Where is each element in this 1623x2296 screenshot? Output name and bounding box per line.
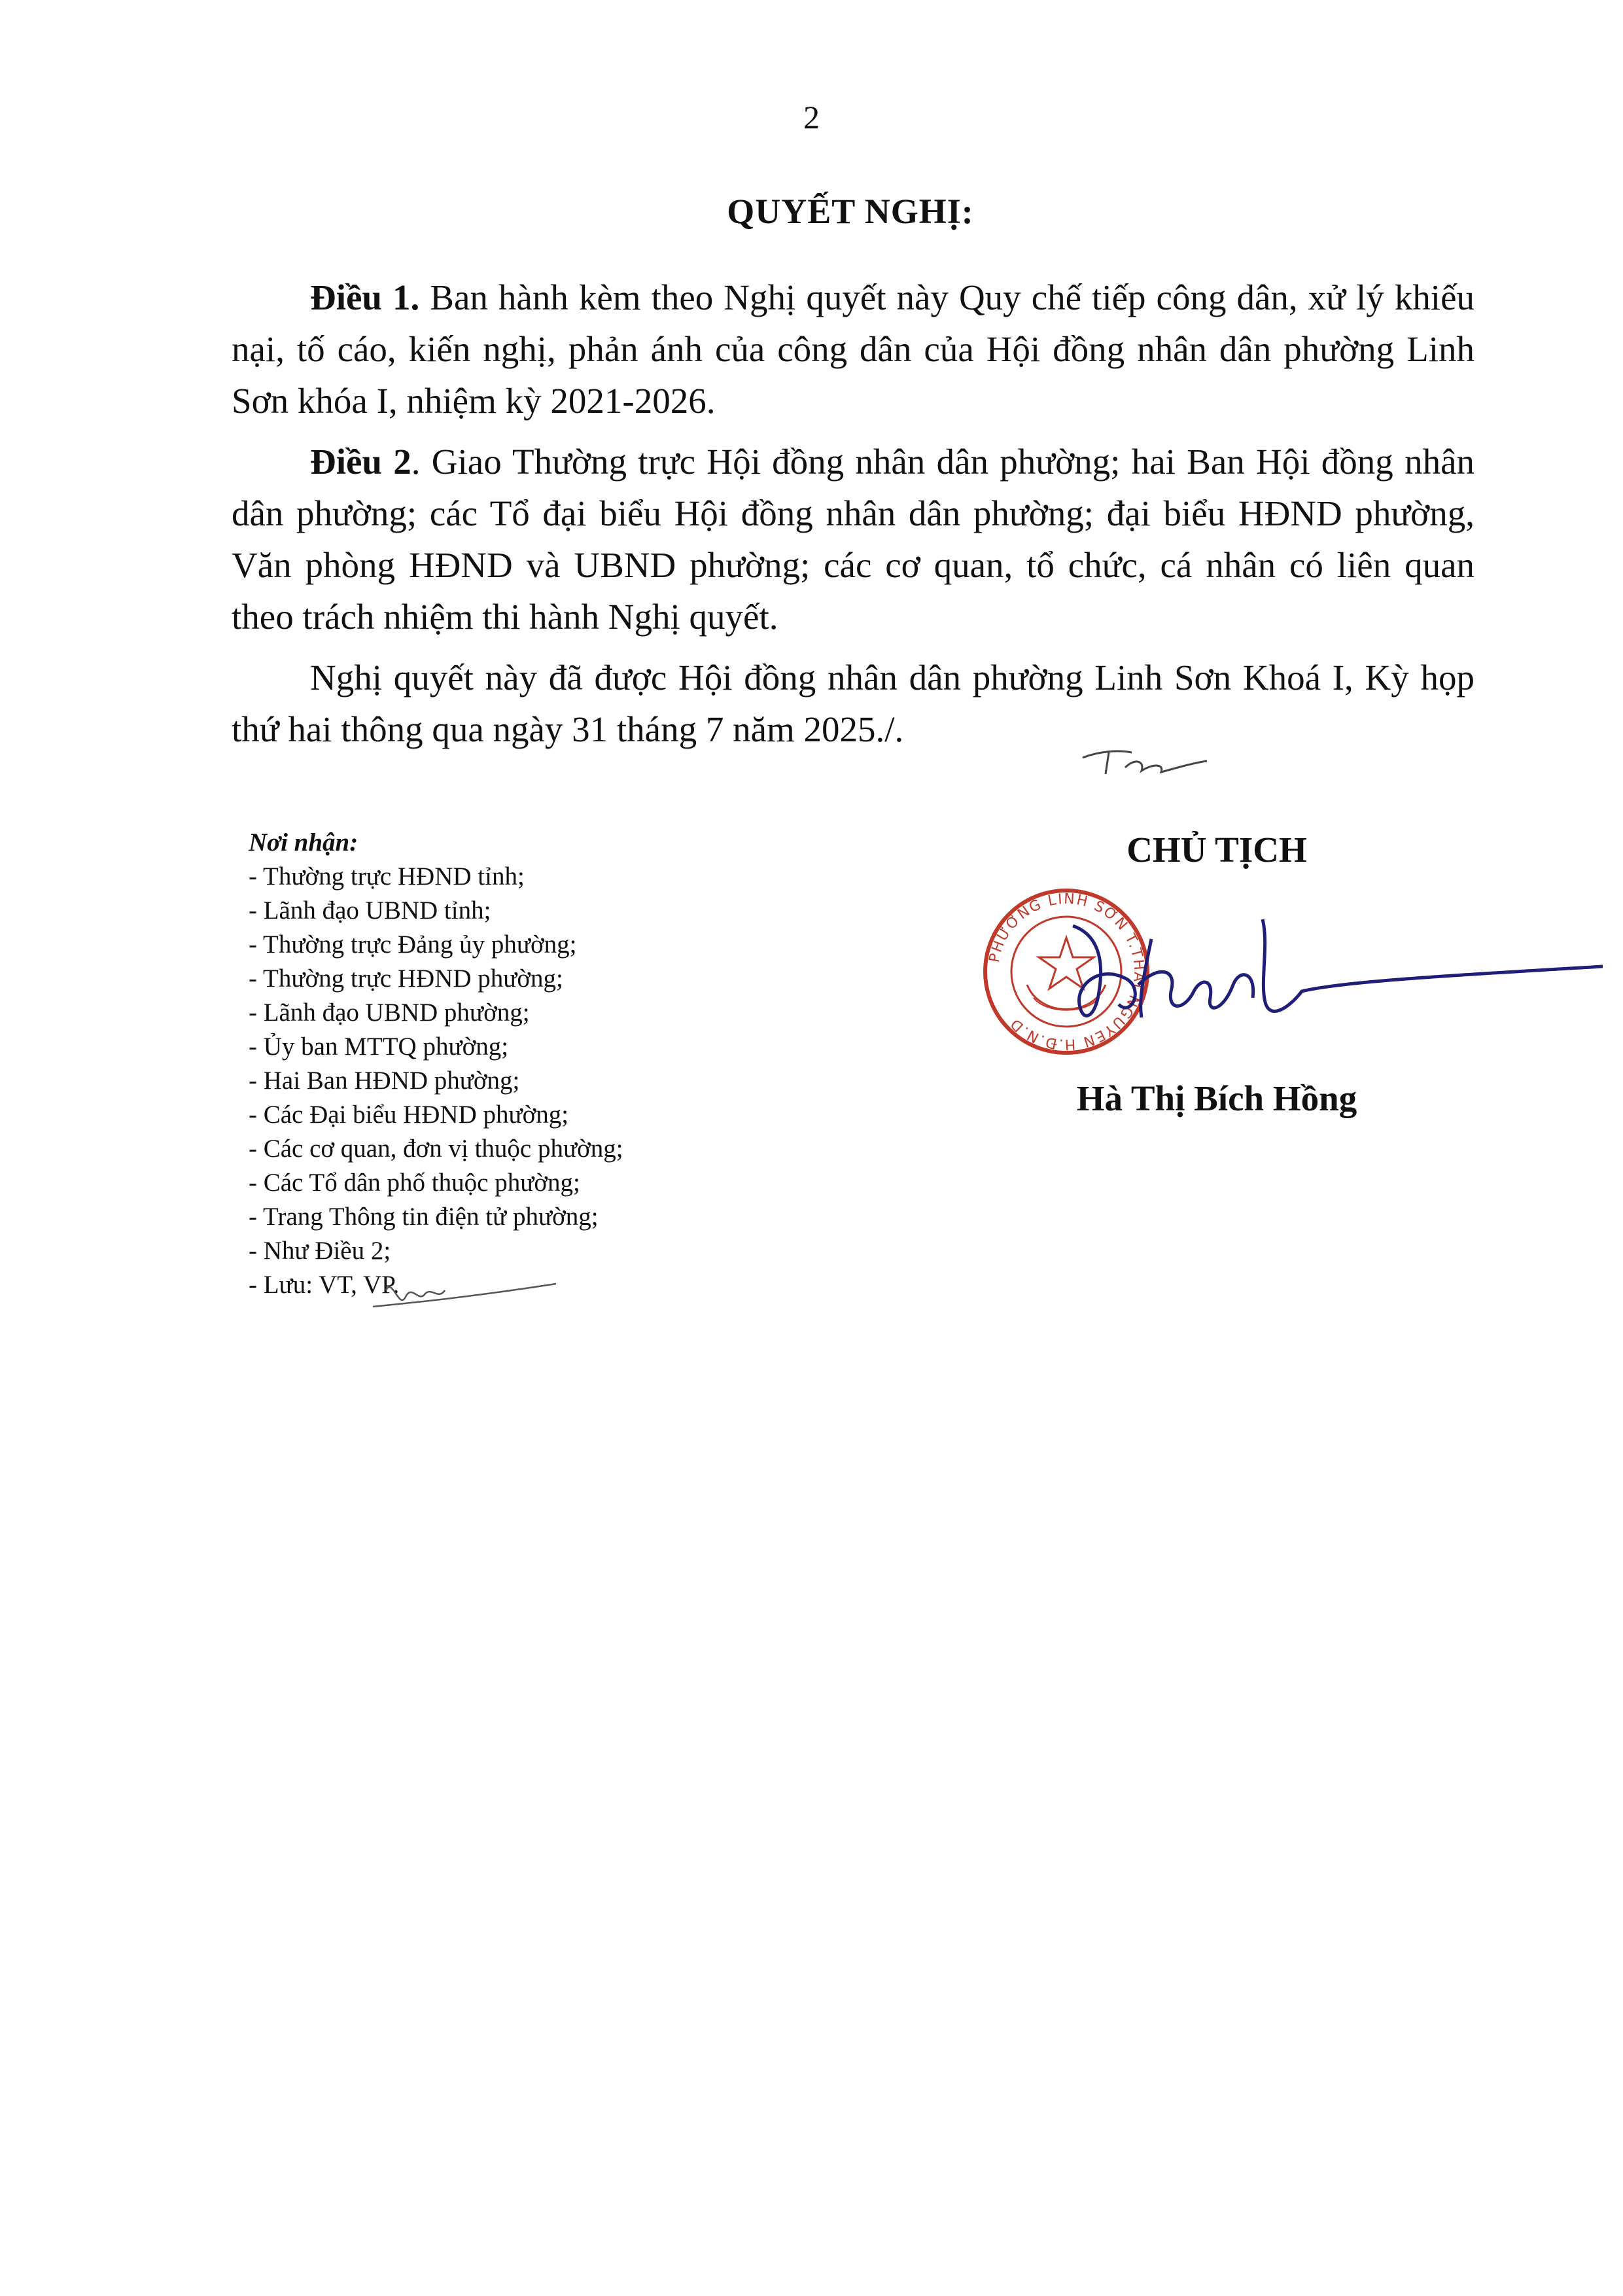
list-item: - Lãnh đạo UBND phường; xyxy=(249,998,530,1027)
list-item: - Các cơ quan, đơn vị thuộc phường; xyxy=(249,1135,623,1163)
article-1-text: Ban hành kèm theo Nghị quyết này Quy chế tiếp công dân, xử lý khiếu nại, tố cáo, kiến nghị, phản ánh của công dân của Hội đồng nhân dân phường Linh Sơn khóa I, nhiệm kỳ 2021-2026. xyxy=(232,277,1475,421)
list-item: - Lãnh đạo UBND tỉnh; xyxy=(249,896,491,925)
list-item: - Trang Thông tin điện tử phường; xyxy=(249,1203,599,1231)
recipients-list xyxy=(249,826,837,1302)
chairman-title: CHỦ TỊCH xyxy=(1126,830,1307,870)
recipients-title: Nơi nhận: xyxy=(249,828,358,857)
svg-text:PHƯỜNG LINH SƠN T.THÁI NGUYÊN: PHƯỜNG LINH SƠN T.THÁI NGUYÊN H.Đ.N.D xyxy=(986,891,1147,1053)
list-item: - Các Tổ dân phố thuộc phường; xyxy=(249,1169,580,1197)
approval-initial xyxy=(1079,738,1210,784)
article-2-text: . Giao Thường trực Hội đồng nhân dân phường; hai Ban Hội đồng nhân dân phường; các Tổ đại biểu Hội đồng nhân dân phường; đại biểu HĐND phường, Văn phòng HĐND và UBND phường; các cơ quan, tổ chức, cá nhân có liên quan theo trách nhiệm thi hành Nghị quyết. xyxy=(232,442,1475,637)
list-item: - Ủy ban MTTQ phường; xyxy=(249,1033,509,1061)
page-number: 2 xyxy=(803,99,820,135)
handwritten-signature-icon xyxy=(1066,906,1609,1050)
list-item: - Các Đại biểu HĐND phường; xyxy=(249,1101,569,1129)
list-item: - Hai Ban HĐND phường; xyxy=(249,1067,520,1095)
list-item: - Thường trực HĐND tỉnh; xyxy=(249,862,525,891)
article-2 xyxy=(232,436,1475,643)
article-2-label: Điều 2 xyxy=(310,442,411,482)
list-item: - Thường trực Đảng ủy phường; xyxy=(249,930,577,959)
resolution-body xyxy=(232,272,1475,764)
article-1 xyxy=(232,272,1475,427)
list-item: - Thường trực HĐND phường; xyxy=(249,964,563,993)
article-1-label: Điều 1. xyxy=(310,277,420,317)
list-item: - Như Điều 2; xyxy=(249,1237,391,1265)
signer-name: Hà Thị Bích Hồng xyxy=(1076,1078,1357,1118)
filing-initial xyxy=(366,1271,563,1323)
resolution-heading: QUYẾT NGHỊ: xyxy=(727,192,974,231)
closing-statement: Nghị quyết này đã được Hội đồng nhân dân phường Linh Sơn Khoá I, Kỳ họp thứ hai thông qua ngày 31 tháng 7 năm 2025./. xyxy=(232,658,1475,749)
list-item: - Lưu: VT, VP. xyxy=(249,1271,400,1299)
